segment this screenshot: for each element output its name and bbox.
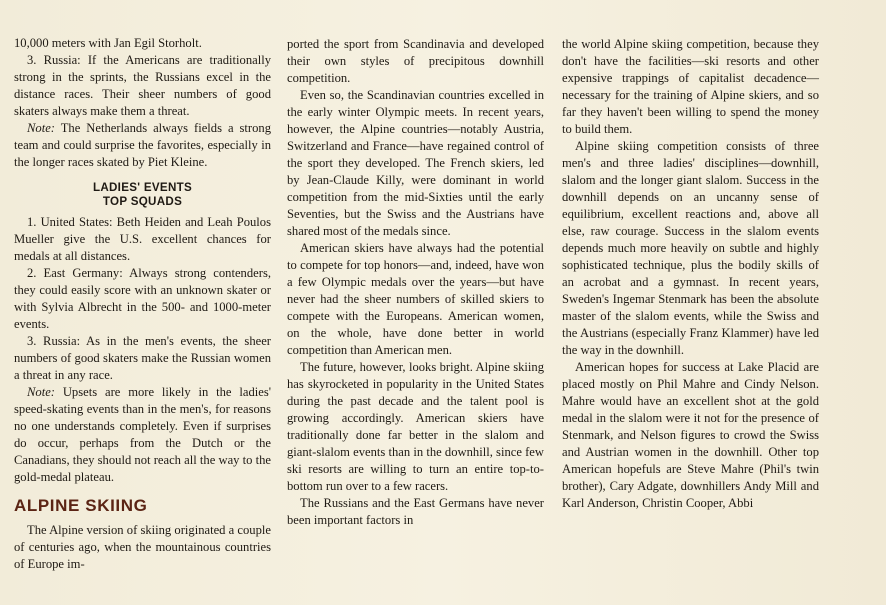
- paragraph: Alpine skiing competition consists of three men's and three ladies' disciplines—downhill, slalom and the longer giant slalom. Success in the downhill depends on an uncanny sense of equilibrium, excellent reactions and, above all else, raw courage. Success in the slalom events depends much more heavily on subtle and highly sophisticated technique, plus the bodily skills of an acrobat and a gymnast. In recent years, Sweden's Ingemar Stenmark has been the absolute master of the slalom events, while the Swiss and the Austrians (especially Franz Klammer) have led the way in the downhill.: [562, 139, 819, 357]
- note-paragraph: [14, 384, 271, 486]
- paragraph: 1. United States: Beth Heiden and Leah Poulos Mueller give the U.S. excellent chances for medals at all distances.: [14, 215, 271, 263]
- text-column-1: [14, 35, 271, 573]
- paragraph: ported the sport from Scandinavia and developed their own styles of precipitous downhill competition.: [287, 37, 544, 85]
- paragraph: 2. East Germany: Always strong contenders, they could easily score with an unknown skater or with Sylvia Albrecht in the 500- and 1000-meter events.: [14, 266, 271, 331]
- note-paragraph: [14, 120, 271, 171]
- subheading-line: TOP SQUADS: [102, 195, 183, 208]
- note-text: The Netherlands always fields a strong team and could surprise the favorites, especially in the longer races skated by Piet Kleine.: [14, 121, 271, 169]
- paragraph: The future, however, looks bright. Alpine skiing has skyrocketed in popularity in the United States during the past decade and the talent pool is growing accordingly. American skiers have traditionally done far better in the slalom and giant-slalom events than in the downhill, since few ski resorts are willing to turn an entire top-to-bottom run over to a few racers.: [287, 360, 544, 493]
- paragraph: American skiers have always had the potential to compete for top honors—and, indeed, have won a few Olympic medals over the years—but have never had the sheer numbers of skilled skiers to compete with the Europeans. American women, on the whole, have done better in world competition than American men.: [287, 241, 544, 357]
- paragraph: 10,000 meters with Jan Egil Storholt.: [14, 36, 202, 50]
- note-label: Note:: [27, 121, 55, 135]
- paragraph: 3. Russia: As in the men's events, the sheer numbers of good skaters make the Russian women a threat in any race.: [14, 334, 271, 382]
- subheading-line: LADIES' EVENTS: [92, 181, 193, 194]
- paragraph: American hopes for success at Lake Placid are placed mostly on Phil Mahre and Cindy Nelson. Mahre would have an excellent shot at the gold medal in the slalom were it not for the presence of Stenmark, and Nelson figures to crowd the Swiss and Austrian women in the downhill. Other top American hopefuls are Steve Mahre (Phil's twin brother), Cary Adgate, downhillers Andy Mill and Karl Anderson, Christin Cooper, Abbi: [562, 360, 819, 510]
- paragraph: The Russians and the East Germans have never been important factors in: [287, 496, 544, 527]
- paragraph: Even so, the Scandinavian countries excelled in the early winter Olympic meets. In recent years, however, the Alpine countries—notably Austria, Switzerland and France—have regained control of the sport they developed. The French skiers, led by Jean-Claude Killy, were dominant in world competition from the mid-Sixties until the early Seventies, but the Swiss and the Austrians have shared most of the medals since.: [287, 88, 544, 238]
- note-text: Upsets are more likely in the ladies' speed-skating events than in the men's, for reasons no one understands completely. Even if surprises do occur, perhaps from the Dutch or the Canadians, they should not reach all the way to the gold-medal plateau.: [14, 385, 271, 484]
- paragraph: The Alpine version of skiing originated a couple of centuries ago, when the mountainous countries of Europe im-: [14, 523, 271, 571]
- note-label: Note:: [27, 385, 55, 399]
- subheading-ladies-events: [14, 181, 271, 209]
- section-heading-alpine-skiing: ALPINE SKIING: [14, 496, 148, 515]
- text-column-2: [287, 36, 544, 529]
- text-column-3: [562, 36, 819, 512]
- paragraph: 3. Russia: If the Americans are traditionally strong in the sprints, the Russians excel in the distance races. Their sheer numbers of good skaters always make them a threat.: [14, 53, 271, 118]
- paragraph: the world Alpine skiing competition, because they don't have the facilities—ski resorts and other expensive trappings of capitalist decadence—necessary for the training of Alpine skiers, and so far they haven't been willing to spend the money to build them.: [562, 37, 819, 136]
